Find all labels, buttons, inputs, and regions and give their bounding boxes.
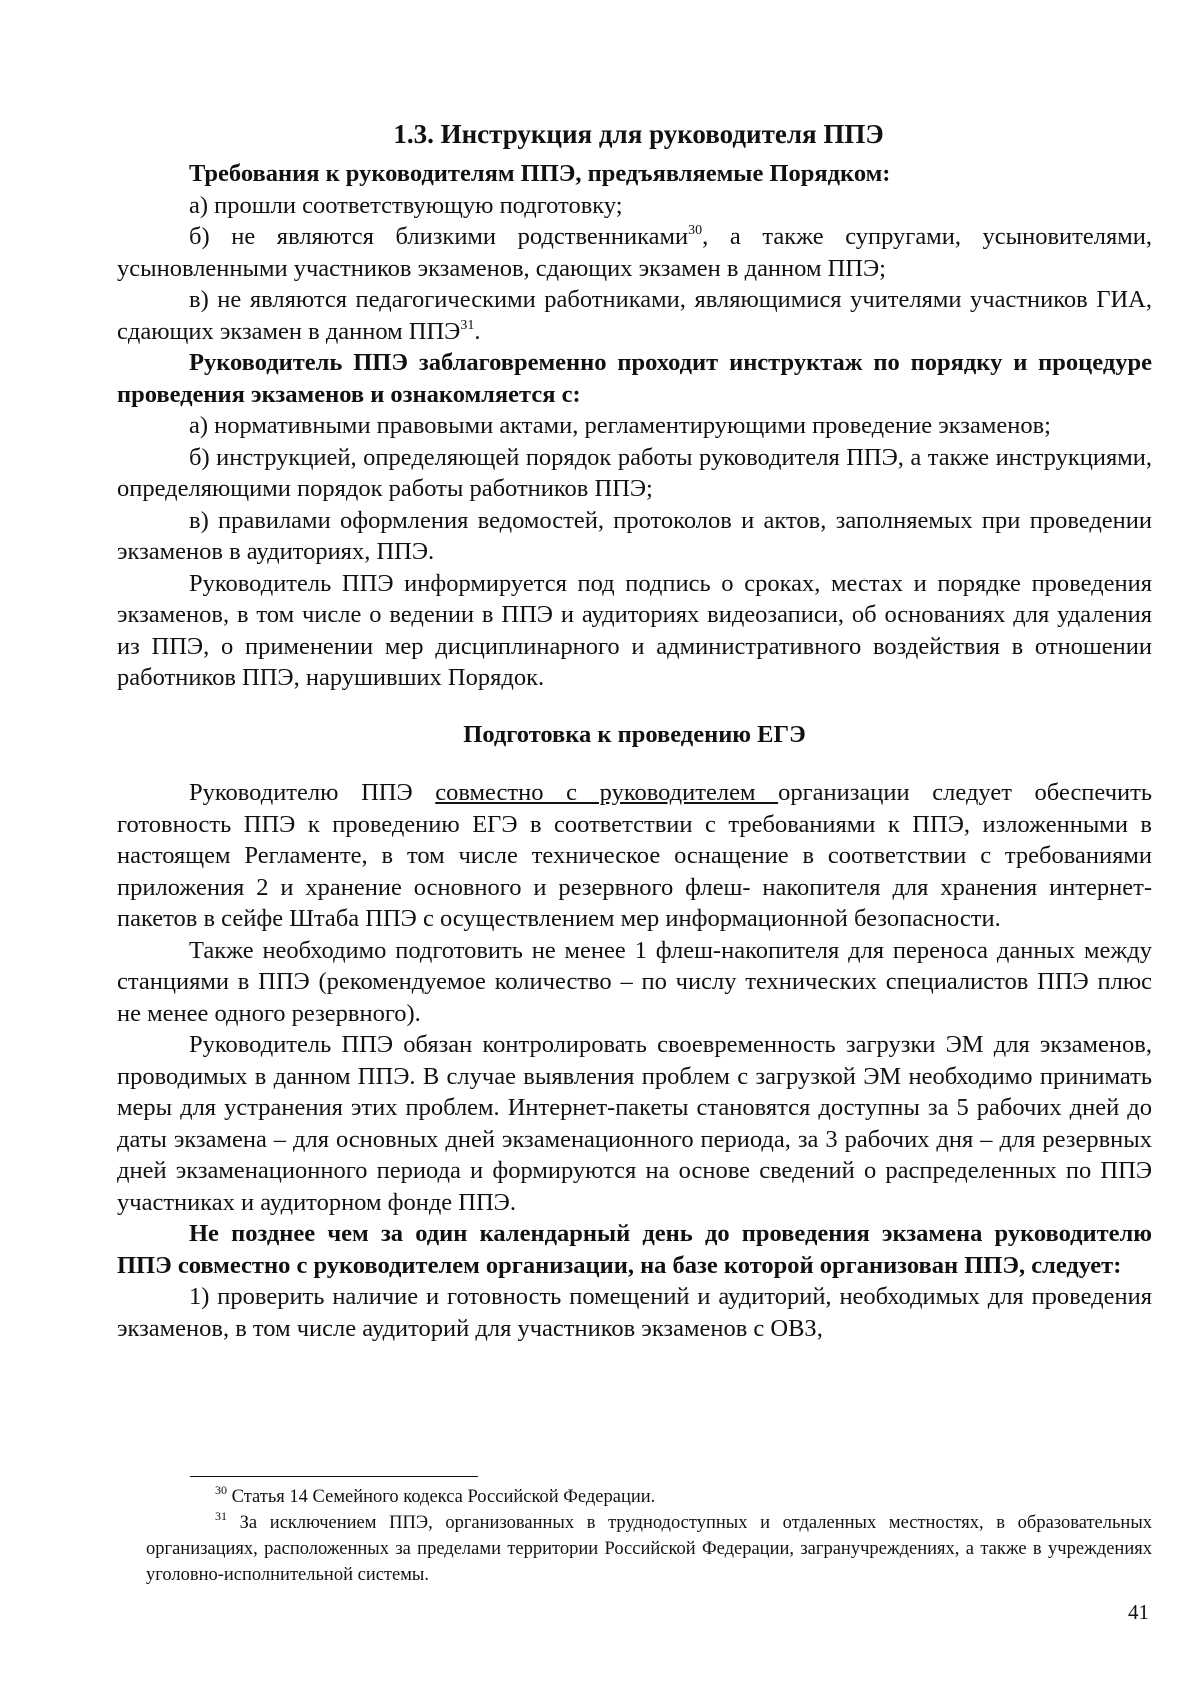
- briefing-heading: Руководитель ППЭ заблаговременно проходит инструктаж по порядку и процедуре проведения экзаменов и ознакомляется с:: [117, 349, 1152, 408]
- footnote-ref-31: 31: [460, 317, 475, 333]
- requirement-b: б) не являются близкими родственниками$^{30}$, а также супругами, усыновителями, усыновленными участников экзаменов, сдающих экзамен в данном ППЭ;: [117, 223, 1152, 282]
- requirement-c: в) не являются педагогическими работниками, являющимися учителями участников ГИА, сдающих экзамен в данном ППЭ$^{31}$.: [117, 286, 1152, 345]
- footnote-separator: [190, 1476, 478, 1477]
- briefing-item-a: а) нормативными правовыми актами, регламентирующими проведение экзаменов;: [189, 412, 1051, 439]
- section-title: 1.3. Инструкция для руководителя ППЭ: [393, 119, 884, 149]
- prep-paragraph-2: Также необходимо подготовить не менее 1 флеш-накопителя для переноса данных между станциями в ППЭ (рекомендуемое количество – по числу технических специалистов ППЭ плюс не менее одного резервного).: [117, 936, 1152, 1027]
- footnote-ref-30: 30: [688, 223, 703, 238]
- page-body: [117, 116, 1152, 1344]
- briefing-item-b: б) инструкцией, определяющей порядок работы руководителя ППЭ, а также инструкциями, определяющими порядок работы работников ППЭ;: [117, 443, 1152, 502]
- footnote-30: $^{30}$ Статья 14 Семейного кодекса Российской Федерации.: [215, 1483, 656, 1507]
- requirements-heading: Требования к руководителям ППЭ, предъявляемые Порядком:: [189, 160, 891, 187]
- footnotes: [146, 1484, 1152, 1588]
- prep-paragraph-5: 1) проверить наличие и готовность помещений и аудиторий, необходимых для проведения экзаменов, в том числе аудиторий для участников экзаменов с ОВЗ,: [117, 1283, 1152, 1342]
- prep-paragraph-1: Руководителю ППЭ совместно с руководителем организации следует обеспечить готовность ППЭ к проведению ЕГЭ в соответствии с требованиями к ППЭ, изложенными в настоящем Регламенте, в том числе техническое оснащение в соответствии с требованиями приложения 2 и хранение основного и резервного флеш- накопителя для хранения интернет-пакетов в сейфе Штаба ППЭ с осуществлением мер информационной безопасности.: [117, 779, 1153, 932]
- footnote-31: $^{31}$ За исключением ППЭ, организованных в труднодоступных и отдаленных местностях, в образовательных организациях, расположенных за пределами территории Российской Федерации, загранучреждениях, а также в учреждениях уголовно-исполнительной системы.: [146, 1509, 1152, 1585]
- prep-paragraph-4: Не позднее чем за один календарный день до проведения экзамена руководителю ППЭ совместно с руководителем организации, на базе которой организован ППЭ, следует:: [117, 1220, 1152, 1279]
- page-number: 41: [1128, 1600, 1149, 1624]
- requirement-a: а) прошли соответствующую подготовку;: [189, 191, 623, 219]
- briefing-info-paragraph: Руководитель ППЭ информируется под подпись о сроках, местах и порядке проведения экзаменов, в том числе о ведении в ППЭ и аудиториях видеозаписи, об основаниях для удаления из ППЭ, о применении мер дисциплинарного и административного воздействия в отношении работников ППЭ, нарушивших Порядок.: [117, 569, 1152, 691]
- briefing-item-c: в) правилами оформления ведомостей, протоколов и актов, заполняемых при проведении экзаменов в аудиториях, ППЭ.: [117, 506, 1152, 565]
- prep-paragraph-3: Руководитель ППЭ обязан контролировать своевременность загрузки ЭМ для экзаменов, проводимых в данном ППЭ. В случае выявления проблем с загрузкой ЭМ необходимо принимать меры для устранения этих проблем. Интернет-пакеты становятся доступны за 5 рабочих дней до даты экзамена – для основных дней экзаменационного периода, за 3 рабочих дня – для резервных дней экзаменационного периода и формируются на основе сведений о распределенных по ППЭ участниках и аудиторном фонде ППЭ.: [117, 1031, 1152, 1216]
- prep-heading: Подготовка к проведению ЕГЭ: [463, 720, 806, 748]
